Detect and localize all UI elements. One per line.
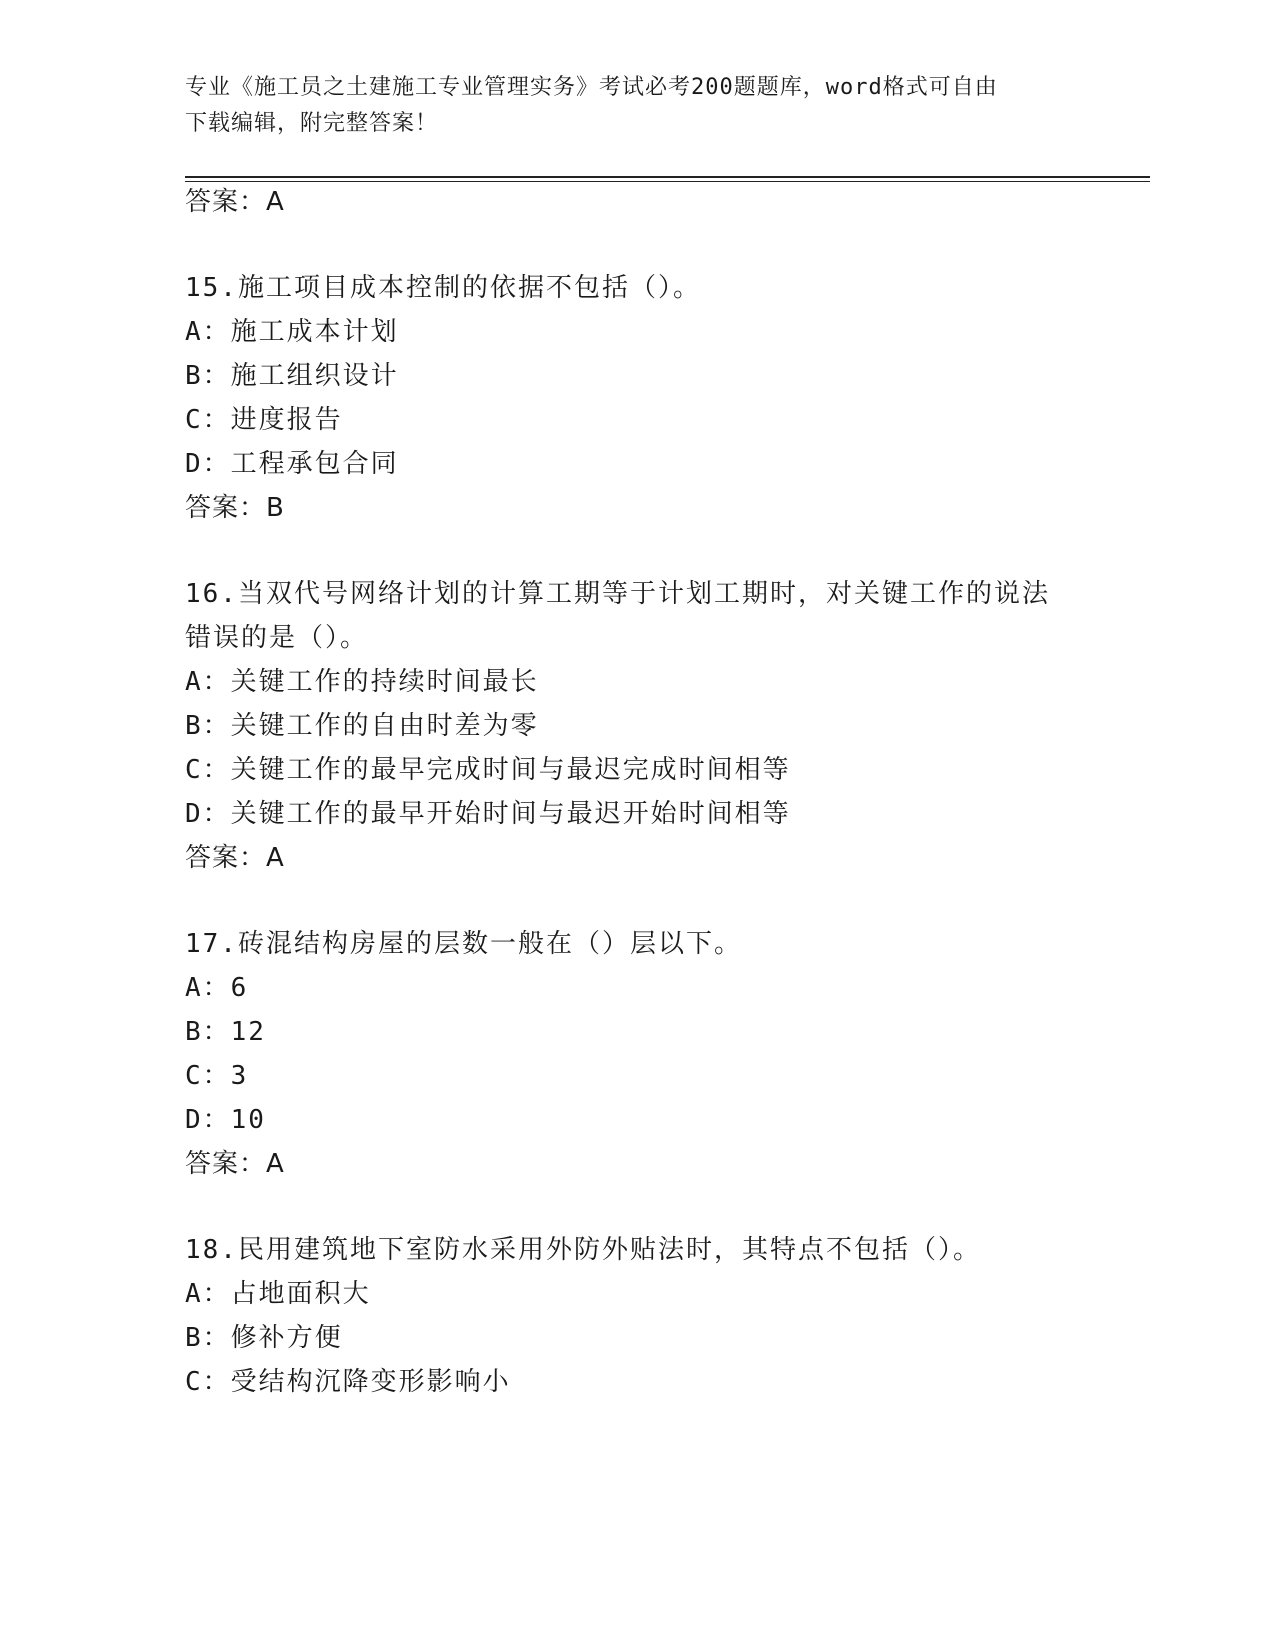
question-15-option-c: C：进度报告 xyxy=(185,405,343,435)
answer-line: 答案：A xyxy=(185,187,285,217)
question-18-text: 18.民用建筑地下室防水采用外防外贴法时，其特点不包括（）。 xyxy=(185,1235,981,1265)
question-15-text: 15.施工项目成本控制的依据不包括（）。 xyxy=(185,273,701,303)
header-divider xyxy=(185,176,1150,182)
question-17-answer: 答案：A xyxy=(185,1149,285,1179)
question-17-text: 17.砖混结构房屋的层数一般在（）层以下。 xyxy=(185,929,742,959)
question-16-answer: 答案：A xyxy=(185,843,285,873)
question-15-option-d: D：工程承包合同 xyxy=(185,449,399,479)
question-15-option-a: A：施工成本计划 xyxy=(185,317,399,347)
document-header xyxy=(185,70,1065,142)
question-16-option-d: D：关键工作的最早开始时间与最迟开始时间相等 xyxy=(185,799,791,829)
question-16-option-a: A：关键工作的持续时间最长 xyxy=(185,667,539,697)
question-18-option-b: B：修补方便 xyxy=(185,1323,343,1353)
header-line-1: 专业《施工员之土建施工专业管理实务》考试必考200题题库，word格式可自由 xyxy=(185,75,998,100)
question-16-option-c: C：关键工作的最早完成时间与最迟完成时间相等 xyxy=(185,755,791,785)
question-16-option-b: B：关键工作的自由时差为零 xyxy=(185,711,539,741)
question-18-option-c: C：受结构沉降变形影响小 xyxy=(185,1367,511,1397)
question-16-text-line-2: 错误的是（）。 xyxy=(185,623,369,653)
question-18-option-a: A：占地面积大 xyxy=(185,1279,371,1309)
header-line-2: 下载编辑，附完整答案！ xyxy=(185,111,439,136)
question-17-option-b: B：12 xyxy=(185,1017,266,1047)
question-17-option-a: A：6 xyxy=(185,973,249,1003)
question-17-option-d: D：10 xyxy=(185,1105,266,1135)
question-16-text-line-1: 16.当双代号网络计划的计算工期等于计划工期时，对关键工作的说法 xyxy=(185,579,1050,609)
question-15-answer: 答案：B xyxy=(185,493,285,523)
question-15-option-b: B：施工组织设计 xyxy=(185,361,399,391)
question-17-option-c: C：3 xyxy=(185,1061,249,1091)
